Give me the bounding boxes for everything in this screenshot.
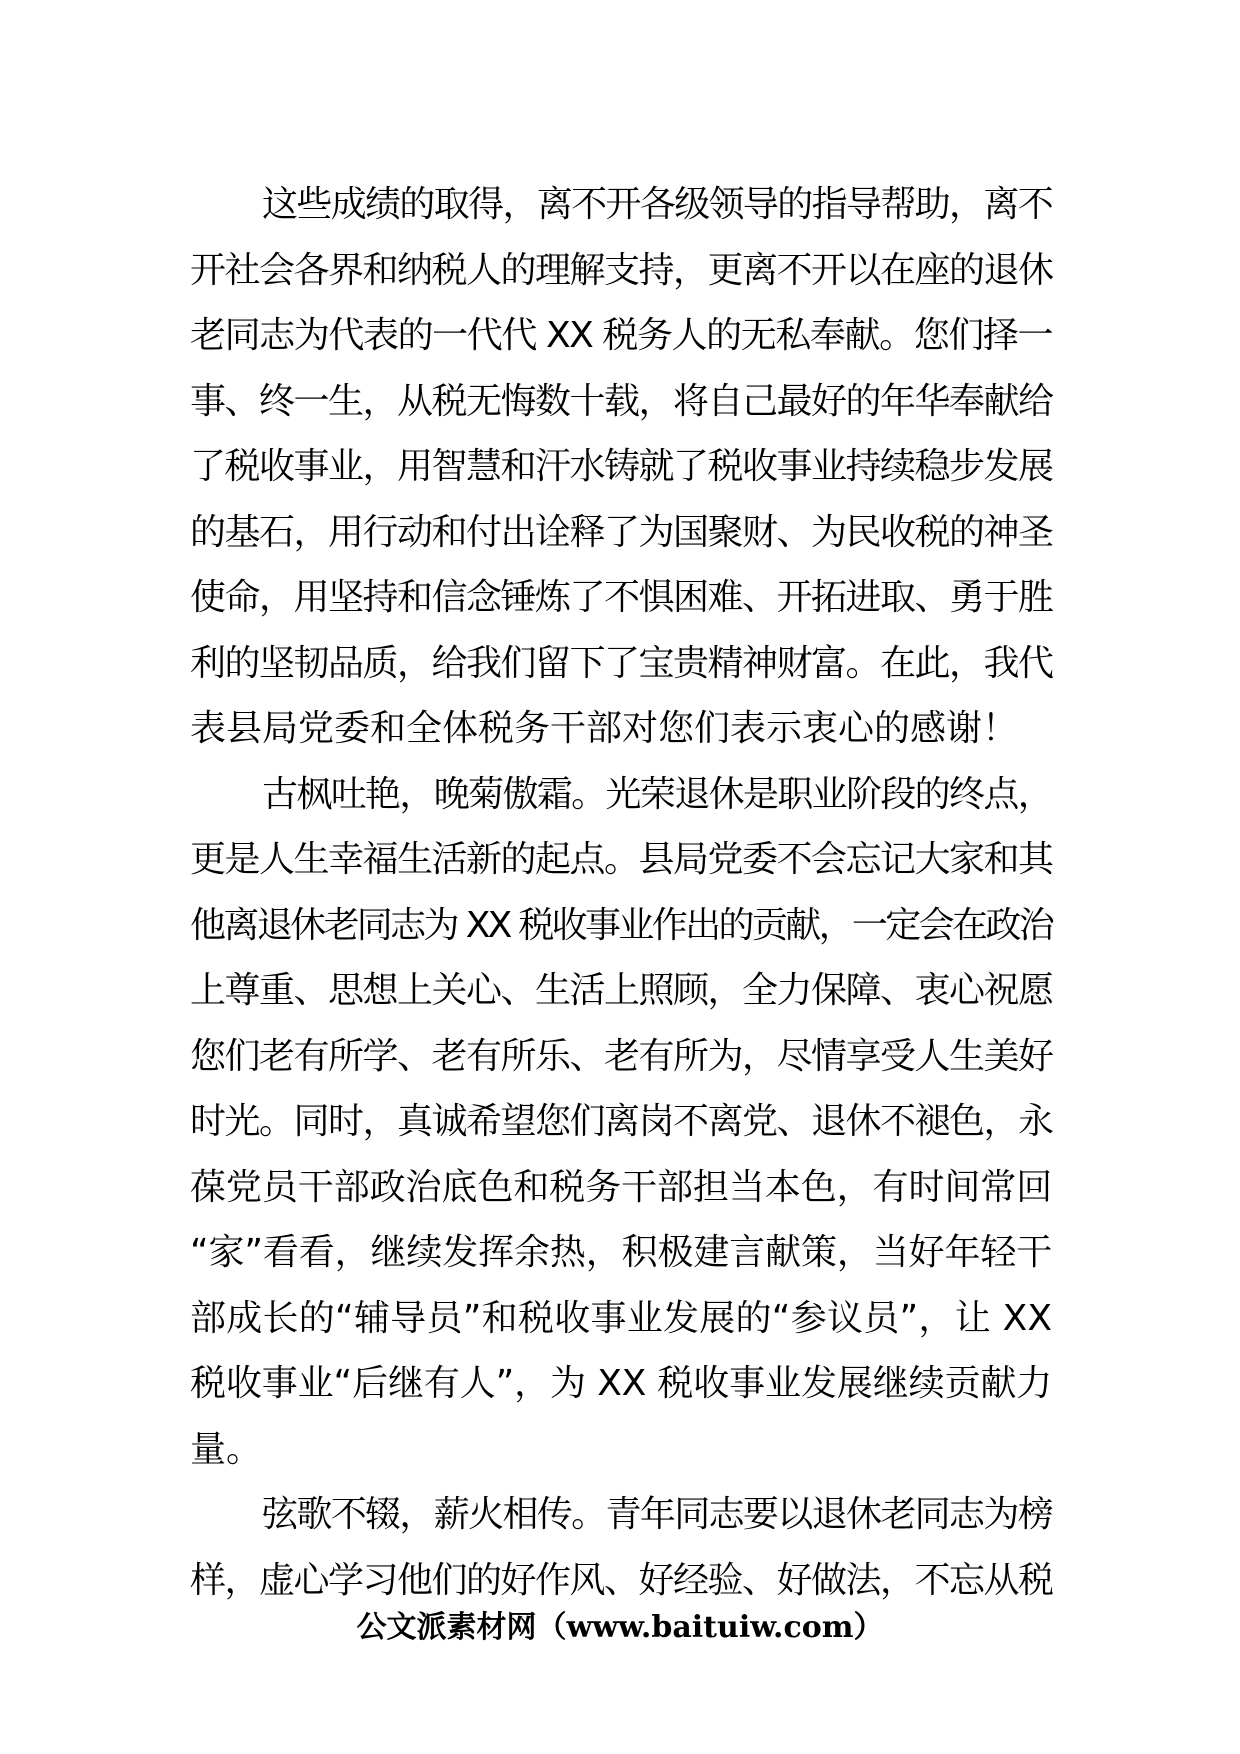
text-line: 弦歌不辍，薪火相传。青年同志要以退休老同志为榜 [262, 1494, 1052, 1535]
text-line: 您们老有所学、老有所乐、老有所为，尽情享受人生美好 [190, 1035, 1053, 1077]
text-line: 了税收事业，用智慧和汗水铸就了税收事业持续稳步发展 [190, 446, 1053, 487]
text-line: 葆党员干部政治底色和税务干部担当本色，有时间常回 [190, 1166, 1052, 1208]
text-line: 开社会各界和纳税人的理解支持，更离不开以在座的退休 [190, 249, 1053, 291]
footer-watermark-text: 公文派素材网（www.baituiw.com） [356, 1610, 884, 1645]
text-line: 更是人生幸福生活新的起点。县局党委不会忘记大家和其 [190, 839, 1053, 880]
text-line: 利的坚韧品质，给我们留下了宝贵精神财富。在此，我代 [190, 642, 1053, 684]
text-line: 部成长的“辅导员”和税收事业发展的“参议员”，让 XX [190, 1297, 1052, 1339]
text-line: 样，虚心学习他们的好作风、好经验、好做法，不忘从税 [190, 1559, 1053, 1601]
text-line: 税收事业“后继有人”，为 XX 税收事业发展继续贡献力 [190, 1363, 1052, 1404]
text-line: “家”看看，继续发挥余热，积极建言献策，当好年轻干 [190, 1232, 1052, 1273]
document-body [190, 172, 1052, 1613]
text-line: 他离退休老同志为 XX 税收事业作出的贡献，一定会在政治 [190, 904, 1052, 946]
text-line: 古枫吐艳，晚菊傲霜。光荣退休是职业阶段的终点， [262, 773, 1052, 815]
text-line: 事、终一生，从税无悔数十载，将自己最好的年华奉献给 [190, 380, 1053, 422]
paragraph-3 [190, 1482, 1052, 1613]
text-line: 量。 [190, 1428, 263, 1470]
paragraph-1 [190, 172, 1052, 762]
text-line: 这些成绩的取得，离不开各级领导的指导帮助，离不 [262, 184, 1052, 225]
text-line: 上尊重、思想上关心、生活上照顾，全力保障、衷心祝愿 [190, 970, 1053, 1011]
text-line: 的基石，用行动和付出诠释了为国聚财、为民收税的神圣 [190, 511, 1053, 553]
text-line: 表县局党委和全体税务干部对您们表示衷心的感谢！ [190, 708, 1019, 749]
text-line: 老同志为代表的一代代 XX 税务人的无私奉献。您们择一 [190, 315, 1052, 356]
text-line: 时光。同时，真诚希望您们离岗不离党、退休不褪色，永 [190, 1101, 1053, 1142]
paragraph-2 [190, 762, 1052, 1483]
text-line: 使命，用坚持和信念锤炼了不惧困难、开拓进取、勇于胜 [190, 577, 1053, 618]
